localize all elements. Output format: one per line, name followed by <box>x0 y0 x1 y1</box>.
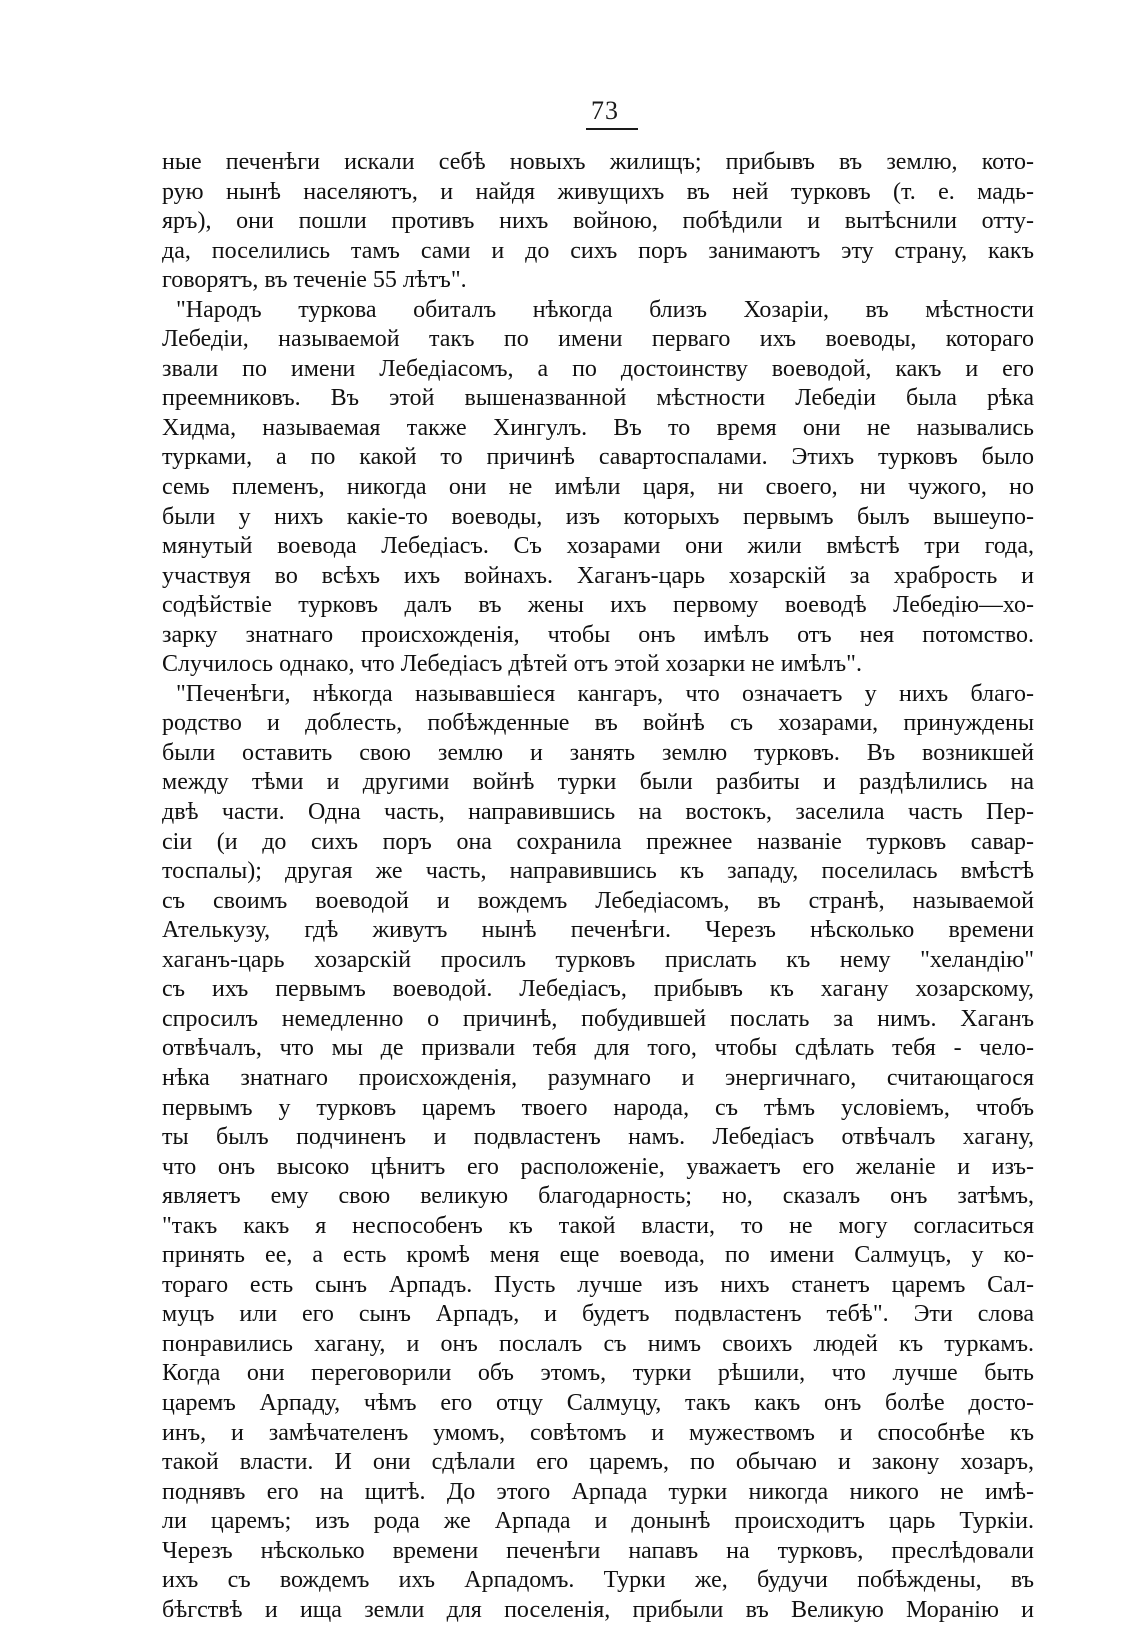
text-line: Ателькузу, гдѣ живутъ нынѣ печенѣги. Черезъ нѣсколько времени <box>162 917 1034 944</box>
text-line: Случилось однако, что Лебедіасъ дѣтей отъ этой хозарки не имѣлъ". <box>162 651 862 678</box>
text-line: ли царемъ; изъ рода же Арпада и донынѣ происходитъ царь Туркіи. <box>162 1508 1034 1535</box>
text-line: такой власти. И они сдѣлали его царемъ, по обычаю и закону хозаръ, <box>162 1449 1034 1476</box>
text-line: мянутый воевода Лебедіасъ. Съ хозарами они жили вмѣстѣ три года, <box>162 533 1034 560</box>
text-line: съ ихъ первымъ воеводой. Лебедіасъ, прибывъ къ хагану хозарскому, <box>162 976 1034 1003</box>
text-line: Хидма, называемая также Хингулъ. Въ то время они не назывались <box>162 414 1034 441</box>
text-line: съ своимъ воеводой и вождемъ Лебедіасомъ, въ странѣ, называемой <box>162 887 1034 914</box>
text-line: говорятъ, въ теченіе 55 лѣтъ". <box>162 267 467 294</box>
text-line: что онъ высоко цѣнитъ его расположеніе, уважаетъ его желаніе и изъ- <box>162 1153 1034 1180</box>
text-line: содѣйствіе турковъ далъ въ жены ихъ первому воеводѣ Лебедію—хо- <box>162 592 1034 619</box>
text-line: отвѣчалъ, что мы де призвали тебя для того, чтобы сдѣлать тебя - чело- <box>162 1035 1034 1062</box>
text-line: ихъ съ вождемъ ихъ Арпадомъ. Турки же, будучи побѣждены, въ <box>162 1567 1034 1594</box>
text-line: понравились хагану, и онъ послалъ съ нимъ своихъ людей къ туркамъ. <box>162 1330 1034 1357</box>
text-line: ты былъ подчиненъ и подвластенъ намъ. Лебедіасъ отвѣчалъ хагану, <box>162 1124 1034 1151</box>
text-line: поднявъ его на щитѣ. До этого Арпада турки никогда никого не имѣ- <box>162 1478 1034 1505</box>
text-line: рую нынѣ населяютъ, и найдя живущихъ въ ней турковъ (т. е. мадь- <box>162 178 1034 205</box>
text-line: ные печенѣги искали себѣ новыхъ жилищъ; прибывъ въ землю, кото- <box>162 149 1034 175</box>
text-line: преемниковъ. Въ этой вышеназванной мѣстности Лебедіи была рѣка <box>162 385 1034 412</box>
text-line: турками, а по какой то причинѣ савартоспалами. Этихъ турковъ было <box>162 444 1034 471</box>
text-line: были оставить свою землю и занять землю турковъ. Въ возникшей <box>162 739 1034 766</box>
page-text-body <box>162 148 1034 1625</box>
text-line: являетъ ему свою великую благодарность; но, сказалъ онъ затѣмъ, <box>162 1183 1034 1210</box>
text-line: были у нихъ какіе-то воеводы, изъ которыхъ первымъ былъ вышеупо- <box>162 503 1034 530</box>
text-line: муцъ или его сынъ Арпадъ, и будетъ подвластенъ тебѣ". Эти слова <box>162 1301 1034 1328</box>
text-line: первымъ у турковъ царемъ твоего народа, съ тѣмъ условіемъ, чтобъ <box>162 1094 1034 1121</box>
text-line: "Печенѣги, нѣкогда называвшіеся кангаръ, что означаетъ у нихъ благо- <box>176 680 1034 707</box>
page-number: 73 <box>591 96 619 125</box>
text-line: зарку знатнаго происхожденія, чтобы онъ имѣлъ отъ нея потомство. <box>162 621 1034 648</box>
text-line: "Народъ туркова обиталъ нѣкогда близъ Хозаріи, въ мѣстности <box>176 296 1034 323</box>
text-line: сіи (и до сихъ поръ она сохранила прежнее названіе турковъ савар- <box>162 828 1034 855</box>
text-line: родство и доблесть, побѣжденные въ войнѣ съ хозарами, принуждены <box>162 710 1034 737</box>
text-line: спросилъ немедленно о причинѣ, побудившей послать за нимъ. Хаганъ <box>162 1005 1034 1032</box>
text-line: яръ), они пошли противъ нихъ войною, побѣдили и вытѣснили отту- <box>162 208 1034 235</box>
text-line: семь племенъ, никогда они не имѣли царя, ни своего, ни чужого, но <box>162 474 1034 501</box>
text-line: Черезъ нѣсколько времени печенѣги напавъ на турковъ, преслѣдовали <box>162 1537 1034 1564</box>
text-line: принять ее, а есть кромѣ меня еще воевода, по имени Салмуцъ, у ко- <box>162 1242 1034 1269</box>
text-line: тораго есть сынъ Арпадъ. Пусть лучше изъ нихъ станетъ царемъ Сал- <box>162 1271 1034 1298</box>
text-line: тоспалы); другая же часть, направившись къ западу, поселилась вмѣстѣ <box>162 858 1034 885</box>
text-line: бѣгствѣ и ища земли для поселенія, прибыли въ Великую Моранію и <box>162 1596 1034 1623</box>
page-number-rule <box>586 128 638 130</box>
text-line: звали по имени Лебедіасомъ, а по достоинству воеводой, какъ и его <box>162 355 1034 382</box>
text-line: между тѣми и другими войнѣ турки были разбиты и раздѣлились на <box>162 769 1034 796</box>
text-line: двѣ части. Одна часть, направившись на востокъ, заселила часть Пер- <box>162 799 1034 826</box>
text-line: Лебедіи, называемой такъ по имени перваго ихъ воеводы, котораго <box>162 326 1034 353</box>
text-line: инъ, и замѣчателенъ умомъ, совѣтомъ и мужествомъ и способнѣе къ <box>162 1419 1034 1446</box>
text-line: да, поселились тамъ сами и до сихъ поръ занимаютъ эту страну, какъ <box>162 237 1034 264</box>
text-line: "такъ какъ я неспособенъ къ такой власти, то не могу согласиться <box>162 1212 1034 1239</box>
text-line: хаганъ-царь хозарскій просилъ турковъ прислать къ нему "хеландію" <box>162 946 1034 973</box>
text-line: участвуя во всѣхъ ихъ войнахъ. Хаганъ-царь хозарскій за храбрость и <box>162 562 1034 589</box>
text-line: нѣка знатнаго происхожденія, разумнаго и энергичнаго, считающагося <box>162 1064 1034 1091</box>
text-line: Когда они переговорили объ этомъ, турки рѣшили, что лучше быть <box>162 1360 1034 1387</box>
text-line: царемъ Арпаду, чѣмъ его отцу Салмуцу, такъ какъ онъ болѣе досто- <box>162 1389 1034 1416</box>
